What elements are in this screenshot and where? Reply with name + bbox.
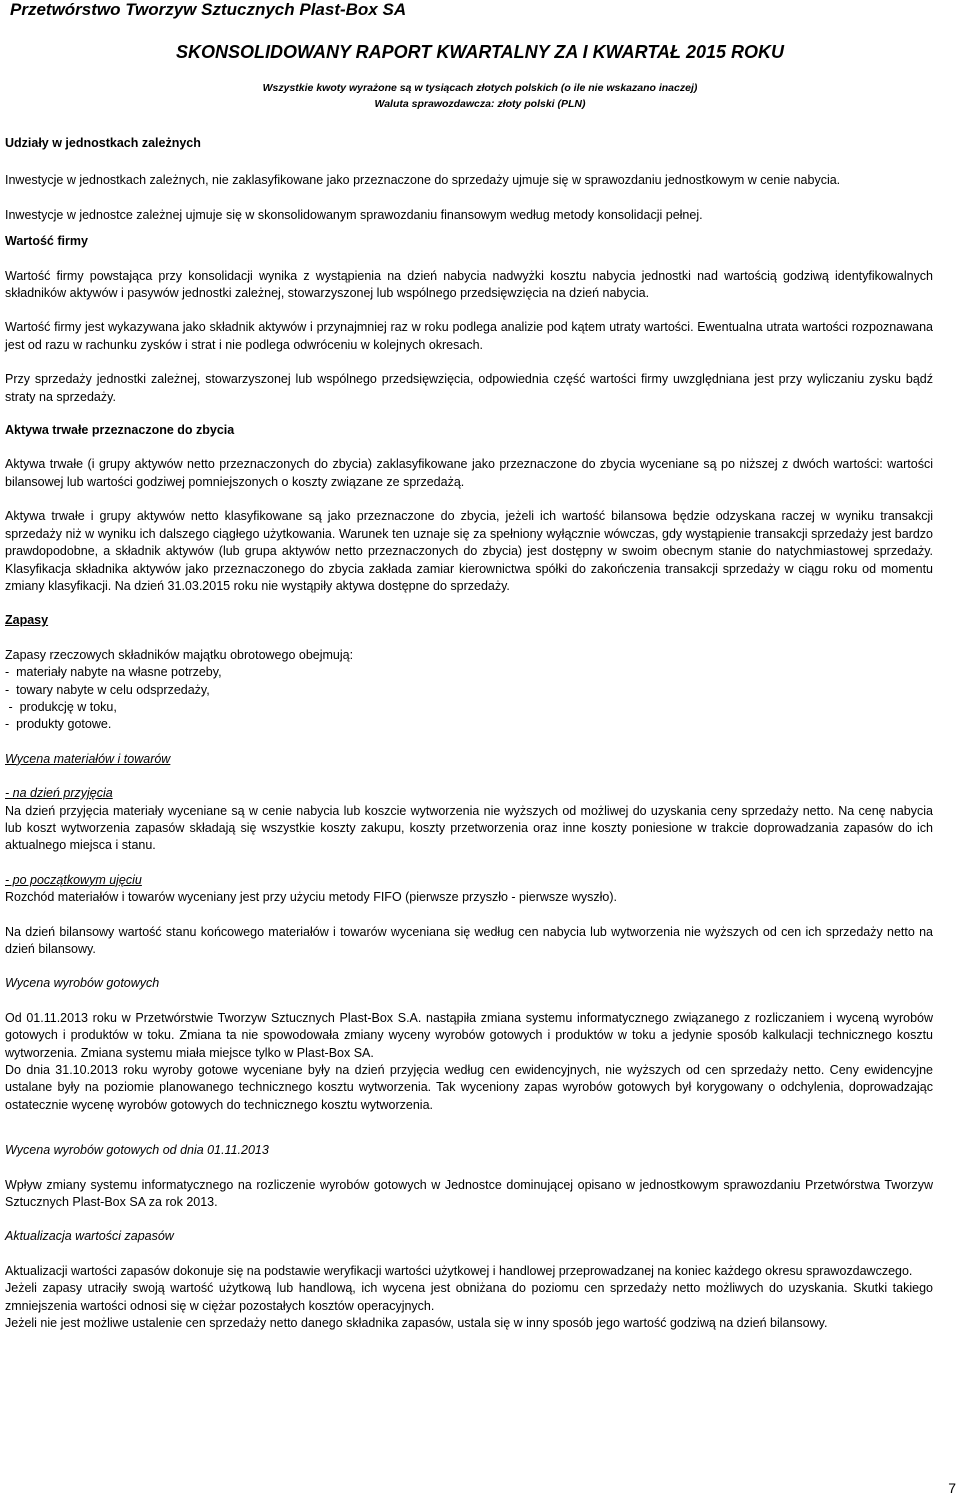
materials-heading: Wycena materiałów i towarów [5,751,171,766]
finished-goods-from-heading: Wycena wyrobów gotowych od dnia 01.11.2013 [5,1143,269,1158]
goodwill-paragraph: Wartość firmy powstająca przy konsolidacji wynika z wystąpienia na dzień nabycia nadwyżki kosztu nabycia jednostki nad wartością godziwą identyfikowalnych składników aktywów i pasywów jednostki zależnej, stowarzyszonej lub wspólnego przedsięwzięcia na dzień nabycia. [5,268,933,301]
assets-paragraph: Aktywa trwałe (i grupy aktywów netto przeznaczonych do zbycia) zaklasyfikowane jako przeznaczone do zbycia wyceniane są po niższej z dwóch wartości: wartości bilansowej lub wartości godziwej pomniejszonych o koszty związane ze sprzedażą. [5,457,933,489]
amounts-note: Wszystkie kwoty wyrażone są w tysiącach złotych polskich (o ile nie wskazano inaczej) [262,82,698,94]
inventory-intro: Zapasy rzeczowych składników majątku obrotowego obejmują: [5,647,354,662]
document-body [5,135,933,1333]
on-acquisition-heading: - na dzień przyjęcia [5,786,113,801]
subsidiaries-paragraph: Inwestycje w jednostce zależnej ujmuje się w skonsolidowanym sprawozdaniu finansowym według metody konsolidacji pełnej. [5,207,703,222]
report-title: SKONSOLIDOWANY RAPORT KWARTALNY ZA I KWARTAŁ 2015 ROKU [175,42,785,62]
finished-goods-paragraph: Do dnia 31.10.2013 roku wyroby gotowe wyceniane były na dzień przyjęcia według cen ewidencyjnych, nie wyższych od cen sprzedaży netto. Ceny ewidencyjne ustalane były na poziomie planowanego technicznego kosztu wytworzenia. Tak wyceniony zapas wyrobów gotowych był korygowany o odchylenia, doprowadzając ostatecznie wycenę wyrobów gotowych do technicznego kosztu wytworzenia. [5,1063,933,1112]
assets-paragraph: Aktywa trwałe i grupy aktywów netto klasyfikowane są jako przeznaczone do zbycia, jeżeli ich wartość bilansowa będzie odzyskana raczej w wyniku transakcji sprzedaży niż w wyniku ich dalszego ciągłego użytkowania. Warunek ten uznaje się za spełniony wyłącznie wówczas, gdy wystąpienie transakcji sprzedaży jest bardzo prawdopodobne, a składnik aktywów (lub grupa aktywów netto przeznaczonych do zbycia) jest dostępny w swoim obecnym stanie do natychmiastowej sprzedaży. Klasyfikacja składnika aktywów jako przeznaczonego do zbycia zakłada zamiar kierownictwa spółki do zakończenia transakcji sprzedaży w ciągu roku od momentu zmiany klasyfikacji. Na dzień 31.03.2015 roku nie wystąpiły aktywa dostępne do sprzedaży. [5,509,933,593]
revaluation-paragraph: Jeżeli nie jest możliwe ustalenie cen sprzedaży netto danego składnika zapasów, ustala się w inny sposób jego wartość godziwą na dzień bilansowy. [5,1316,828,1331]
currency-note: Waluta sprawozdawcza: złoty polski (PLN) [374,98,586,110]
goodwill-heading: Wartość firmy [5,234,88,249]
subsidiaries-paragraph: Inwestycje w jednostkach zależnych, nie zaklasyfikowane jako przeznaczone do sprzedaży ujmuje się w sprawozdaniu jednostkowym w cenie nabycia. [5,173,841,188]
assets-heading: Aktywa trwałe przeznaczone do zbycia [5,423,235,438]
finished-goods-from-paragraph: Wpływ zmiany systemu informatycznego na rozliczenie wyrobów gotowych w Jednostce dominującej opisano w jednostkowym sprawozdaniu Przetwórstwa Tworzyw Sztucznych Plast-Box SA za rok 2013. [5,1177,933,1210]
goodwill-paragraph: Przy sprzedaży jednostki zależnej, stowarzyszonej lub wspólnego przedsięwzięcia, odpowiednia część wartości firmy uwzględniana jest przy wyliczaniu zysku bądź straty na sprzedaży. [5,372,933,404]
finished-goods-paragraph: Od 01.11.2013 roku w Przetwórstwie Tworzyw Sztucznych Plast-Box S.A. nastąpiła zmiana systemu informatycznego związanego z rozliczaniem i wyceną wyrobów gotowych i produktów w toku. Zmiana ta nie spowodowała zmiany wyceny wyrobów gotowych i produktów w toku a jedynie sposób kalkulacji technicznego kosztu wytworzenia. Zmiana systemu miała miejsce tylko w Plast-Box SA. [5,1010,933,1060]
subsidiaries-heading: Udziały w jednostkach zależnych [5,136,201,150]
balance-day-paragraph: Na dzień bilansowy wartość stanu końcowego materiałów i towarów wyceniana się według cen nabycia lub wytworzenia nie wyższych od cen ich sprzedaży netto na dzień bilansowy. [5,924,933,956]
after-initial-heading: - po początkowym ujęciu [5,872,142,887]
list-item: - produkcję w toku, [5,699,117,714]
after-initial-paragraph: Rozchód materiałów i towarów wyceniany jest przy użyciu metody FIFO (pierwsze przyszło - pierwsze wyszło). [5,890,617,905]
page-number: 7 [948,1480,956,1496]
on-acquisition-paragraph: Na dzień przyjęcia materiały wyceniane są w cenie nabycia lub koszcie wytworzenia nie wyższych od możliwej do uzyskania ceny sprzedaży netto. Na cenę nabycia lub koszt wytworzenia zapasów składają się wszystkie koszty zakupu, koszty przetworzenia oraz inne koszty poniesione w trakcie doprowadzania zapasów do ich aktualnego miejsca i stanu. [5,803,933,853]
inventory-heading: Zapasy [5,613,49,628]
company-name: Przetwórstwo Tworzyw Sztucznych Plast-Box SA [10,0,407,19]
list-item: - materiały nabyte na własne potrzeby, [5,665,222,680]
list-item: - produkty gotowe. [5,717,112,732]
revaluation-heading: Aktualizacja wartości zapasów [5,1229,174,1244]
inventory-list [5,664,933,734]
revaluation-paragraph: Aktualizacji wartości zapasów dokonuje się na podstawie weryfikacji wartości użytkowej i handlowej przeprowadzanej na koniec każdego okresu sprawozdawczego. [5,1263,913,1278]
list-item: - towary nabyte w celu odsprzedaży, [5,682,210,697]
revaluation-paragraph: Jeżeli zapasy utraciły swoją wartość użytkową lub handlową, ich wycena jest obniżana do poziomu cen sprzedaży netto możliwych do uzyskania. Skutki takiego zmniejszenia wartości odnosi się w ciężar pozostałych kosztów operacyjnych. [5,1281,933,1313]
finished-goods-heading: Wycena wyrobów gotowych [5,976,160,991]
goodwill-paragraph: Wartość firmy jest wykazywana jako składnik aktywów i przynajmniej raz w roku podlega analizie pod kątem utraty wartości. Ewentualna utrata wartości rozpoznawana jest od razu w rachunku zysków i strat i nie podlega odwróceniu w kolejnych okresach. [5,320,933,352]
